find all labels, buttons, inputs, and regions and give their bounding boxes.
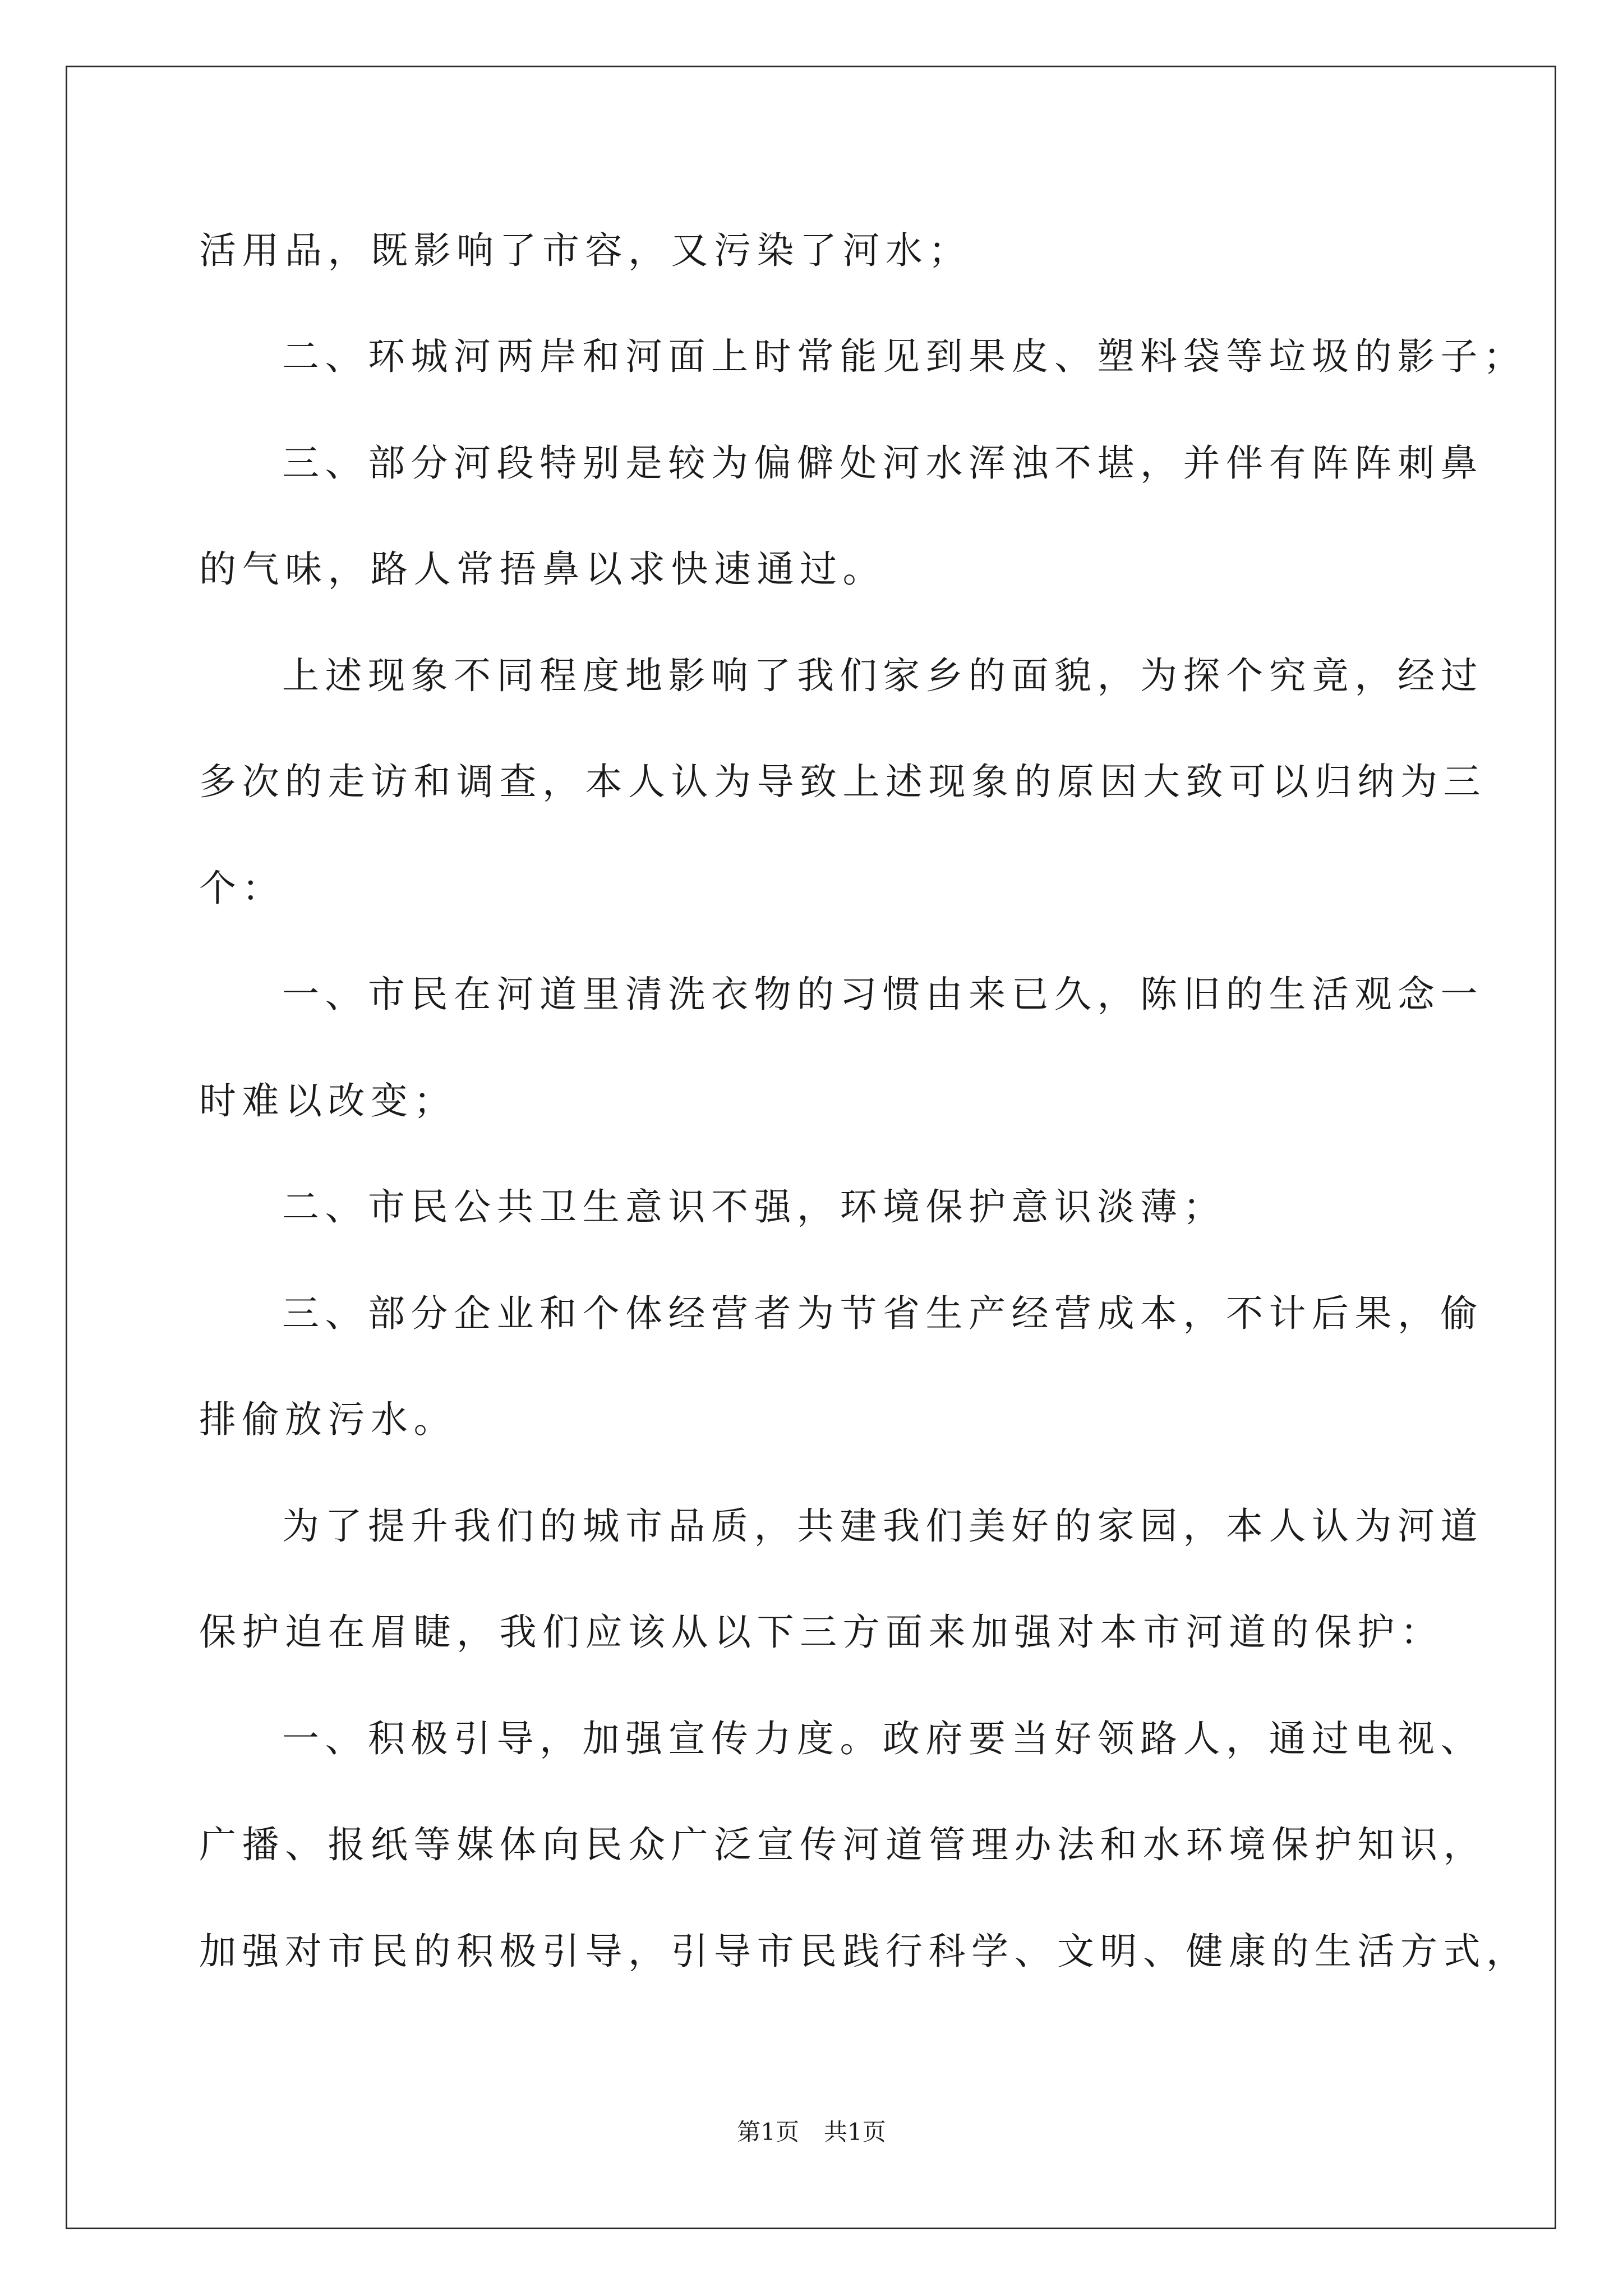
page-number: 第1页: [737, 2118, 799, 2146]
body-line: 的气味，路人常捂鼻以求快速通过。: [199, 547, 886, 591]
body-line: 个：: [199, 867, 285, 910]
body-line: 排偷放污水。: [199, 1398, 457, 1441]
total-pages: 共1页: [824, 2118, 886, 2146]
body-line: 二、市民公共卫生意识不强，环境保护意识淡薄；: [282, 1185, 1226, 1228]
body-line: 二、环城河两岸和河面上时常能见到果皮、塑料袋等垃圾的影子；: [282, 335, 1527, 378]
body-line: 活用品，既影响了市容，又污染了河水；: [199, 229, 971, 272]
body-line: 三、部分河段特别是较为偏僻处河水浑浊不堪，并伴有阵阵刺鼻: [282, 441, 1483, 485]
page-footer: [0, 2120, 1623, 2144]
body-line: 一、积极引导，加强宣传力度。政府要当好领路人，通过电视、: [282, 1717, 1483, 1760]
page-border: [66, 66, 1556, 2229]
body-line: 为了提升我们的城市品质，共建我们美好的家园，本人认为河道: [282, 1504, 1483, 1548]
body-line: 一、市民在河道里清洗衣物的习惯由来已久，陈旧的生活观念一: [282, 973, 1483, 1016]
body-line: 三、部分企业和个体经营者为节省生产经营成本，不计后果，偷: [282, 1292, 1483, 1335]
body-line: 广播、报纸等媒体向民众广泛宣传河道管理办法和水环境保护知识，: [199, 1823, 1486, 1866]
body-line: 保护迫在眉睫，我们应该从以下三方面来加强对本市河道的保护：: [199, 1611, 1444, 1654]
body-line: 时难以改变；: [199, 1079, 457, 1122]
body-line: 多次的走访和调查，本人认为导致上述现象的原因大致可以归纳为三: [199, 760, 1486, 803]
body-line: 加强对市民的积极引导，引导市民践行科学、文明、健康的生活方式，: [199, 1930, 1529, 1973]
body-line: 上述现象不同程度地影响了我们家乡的面貌，为探个究竟，经过: [282, 654, 1483, 697]
